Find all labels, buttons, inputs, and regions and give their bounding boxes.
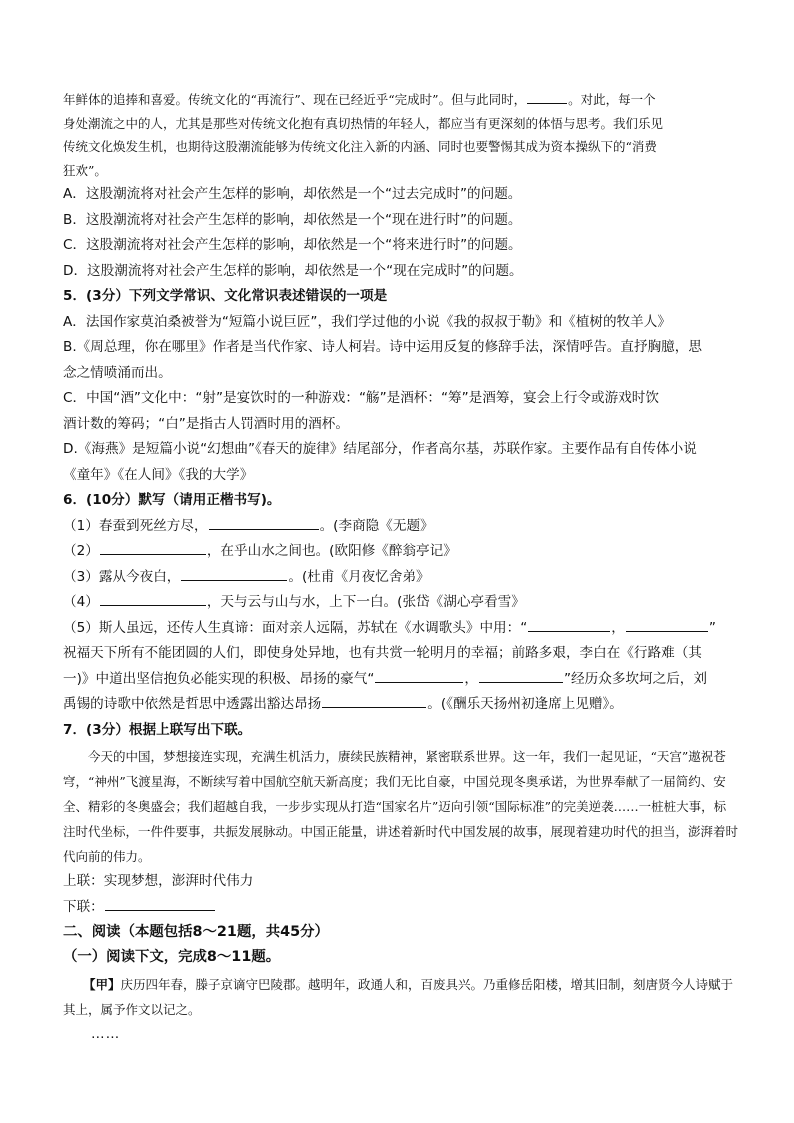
q6-item-4 xyxy=(63,590,738,616)
passage-jia-text: 庆历四年春，滕子京谪守巴陵郡。越明年，政通人和，百废具兴。乃重修岳阳楼，增其旧制，刻唐贤今人诗赋于其上，属予作文以记之。 xyxy=(63,977,734,1017)
q6-item-4-prefix: （4） xyxy=(63,594,99,610)
q6-item-5-blank-4[interactable] xyxy=(479,670,563,683)
q7-upper-couplet: 上联：实现梦想，澎湃时代伟力 xyxy=(63,873,254,889)
q6-item-3-suffix: 。(杜甫《月夜忆舍弟》 xyxy=(288,568,430,585)
q6-item-2-blank[interactable] xyxy=(100,542,206,555)
passage-line4: 狂欢”。 xyxy=(63,162,107,178)
question-7 xyxy=(63,718,738,921)
q5-option-b-line2: 念之情喷涌而出。 xyxy=(63,364,172,381)
q6-item-5-comma-2: ， xyxy=(464,670,479,687)
q6-item-2-suffix: ，在乎山水之间也。(欧阳修《醉翁亭记》 xyxy=(206,543,457,559)
q7-lower-blank[interactable] xyxy=(105,898,215,911)
q6-item-3-blank[interactable] xyxy=(181,568,287,581)
q4-option-b[interactable]: B．这股潮流将对社会产生怎样的影响，却依然是一个“现在进行时”的问题。 xyxy=(63,211,522,228)
q6-item-2 xyxy=(63,539,738,565)
passage-top xyxy=(63,88,738,182)
passage-line1-after: 。对此，每一个 xyxy=(568,92,656,107)
question-5 xyxy=(63,284,738,488)
q5-option-c-line1[interactable]: C．中国“酒”文化中：“射”是宴饮时的一种游戏：“觞”是酒杯：“筹”是酒筹，宴会上行令或游戏时饮 xyxy=(63,390,659,406)
q6-item-5-comma: ， xyxy=(611,619,625,636)
q6-item-4-blank[interactable] xyxy=(100,593,206,606)
q4-option-c[interactable]: C．这股潮流将对社会产生怎样的影响，却依然是一个“将来进行时”的问题。 xyxy=(63,237,522,253)
q5-option-a[interactable]: A．法国作家莫泊桑被誉为“短篇小说巨匠”，我们学过他的小说《我的叔叔于勒》和《植树的牧羊人》 xyxy=(63,313,671,330)
q6-item-5-line1 xyxy=(63,616,738,642)
passage-ellipsis: …… xyxy=(91,1026,121,1042)
q6-item-5-line4 xyxy=(63,692,738,718)
q6-item-5-line3 xyxy=(63,667,738,693)
q4-option-a[interactable]: A．这股潮流将对社会产生怎样的影响，却依然是一个“过去完成时”的问题。 xyxy=(63,186,522,202)
q7-lower-couplet xyxy=(63,895,738,921)
q6-item-5-text-a: （5）斯人虽远，还传人生真谛：面对亲人远隔，苏轼在《水调歌头》中用：“ xyxy=(63,619,528,636)
q6-item-1-prefix: （1）春蚕到死丝方尽， xyxy=(63,517,208,534)
q5-option-b-line1[interactable]: B.《周总理，你在哪里》作者是当代作家、诗人柯岩。诗中运用反复的修辞手法，深情呼告。直抒胸臆，思 xyxy=(63,339,702,355)
q7-lower-label: 下联： xyxy=(63,898,104,915)
q7-stem: 7．(3分）根据上联写出下联。 xyxy=(63,721,252,738)
q5-option-d-line2: 《童年》《在人间》《我的大学》 xyxy=(63,466,254,483)
q6-item-1-suffix: 。(李商隐《无题》 xyxy=(319,517,434,534)
q6-item-3 xyxy=(63,565,738,591)
q6-item-5-blank-2[interactable] xyxy=(626,619,708,632)
q6-item-5-text-c1: 一)》中道出坚信抱负必能实现的积极、昂扬的豪气“ xyxy=(63,670,375,687)
q6-item-5-quote-end: ” xyxy=(708,619,716,636)
q7-passage: 今天的中国，梦想接连实现，充满生机活力，赓续民族精神，紧密联系世界。这一年，我们一起见证，“天宫”遨祝苍穹，“神州”飞渡星海，不断续写着中国航空航天新高度；我们无比自豪，中国兑现冬奥承诺，为世界奉献了一届简约、安全、精彩的冬奥盛会；我们超越自我，一步步实现从打造“国家名片”迈向引领“国际标准”的完美逆袭……一桩桩大事，标注时代坐标，一件件要事，共振发展脉动。中国正能量，讲述着新时代中国发展的故事，展现着建功时代的担当，澎湃着时代向前的伟力。 xyxy=(63,749,739,864)
q5-option-c-line2: 酒计数的筹码；“白”是指古人罚酒时用的酒杯。 xyxy=(63,415,349,432)
q6-item-5-text-d2: 。(《酬乐天扬州初逢席上见赠》。 xyxy=(427,696,623,712)
section-2 xyxy=(63,920,738,1047)
q4-options xyxy=(63,182,738,284)
passage-jia xyxy=(63,972,738,1022)
q6-item-5-blank-1[interactable] xyxy=(528,619,610,632)
q6-item-5-text-c2: ”经历众多坎坷之后，刘 xyxy=(564,670,707,687)
q6-item-5-line2: 祝福天下所有不能团圆的人们，即使身处异地，也有共赏一轮明月的幸福；前路多艰，李白在《行路难（其 xyxy=(63,645,702,661)
q5-stem: 5．(3分）下列文学常识、文化常识表述错误的一项是 xyxy=(63,288,388,304)
passage-line1-before: 年鲜体的追捧和喜爱。传统文化的“再流行”、现在已经近乎“完成时”。但与此同时， xyxy=(63,92,527,107)
section-2-subtitle: （一）阅读下文，完成8～11题。 xyxy=(63,949,281,965)
passage-answer-blank[interactable] xyxy=(527,91,567,104)
q4-option-d[interactable]: D．这股潮流将对社会产生怎样的影响，却依然是一个“现在完成时”的问题。 xyxy=(63,262,523,279)
q5-option-d-line1[interactable]: D.《海燕》是短篇小说“幻想曲”《春天的旋律》结尾部分，作者高尔基，苏联作家。主要作品有自传体小说 xyxy=(63,441,697,457)
question-6 xyxy=(63,488,738,718)
q6-item-3-prefix: （3）露从今夜白， xyxy=(63,568,181,585)
passage-line2: 身处潮流之中的人，尤其是那些对传统文化抱有真切热情的年轻人，都应当有更深刻的体悟与思考。我们乐见 xyxy=(63,115,664,131)
section-2-title: 二、阅读（本题包括8～21题，共45分） xyxy=(63,924,329,940)
passage-jia-label: 【甲】 xyxy=(83,977,121,992)
q6-item-1-blank[interactable] xyxy=(209,517,319,530)
q6-item-5-blank-3[interactable] xyxy=(375,670,463,683)
q6-item-5-blank-5[interactable] xyxy=(322,695,426,708)
q6-item-4-suffix: ，天与云与山与水，上下一白。(张岱《湖心亭看雪》 xyxy=(206,594,525,610)
q6-item-5-text-d1: 禹锡的诗歌中依然是哲思中透露出豁达昂扬 xyxy=(63,696,322,712)
q6-item-2-prefix: （2） xyxy=(63,543,99,559)
page-content xyxy=(63,88,738,1047)
q6-item-1 xyxy=(63,514,738,540)
passage-line3: 传统文化焕发生机，也期待这股潮流能够为传统文化注入新的内涵、同时也要警惕其成为资本操纵下的“消费 xyxy=(63,139,657,154)
q6-stem: 6．(10分）默写（请用正楷书写)。 xyxy=(63,492,281,508)
